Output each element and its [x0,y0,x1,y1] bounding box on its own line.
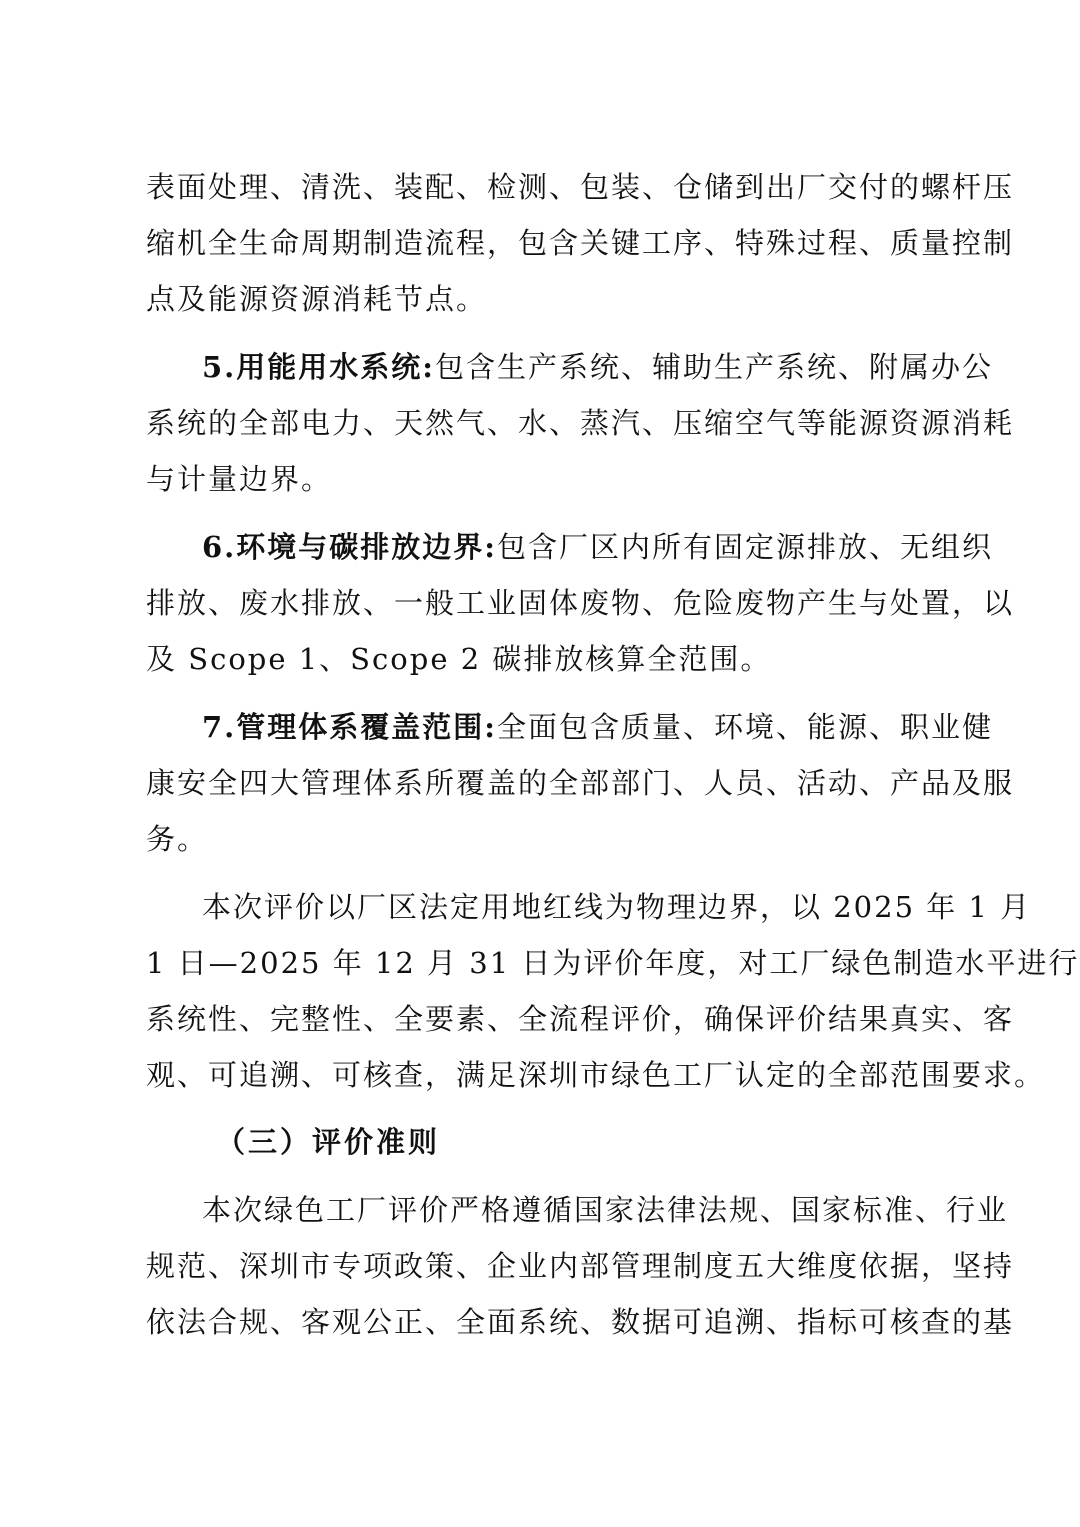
paragraph-line: 务。 [146,822,209,856]
section-heading: （三）评价准则 [216,1125,441,1159]
item-5-first-line [202,347,993,387]
item-6-text: 包含厂区内所有固定源排放、无组织 [496,530,993,564]
paragraph-line: 表面处理、清洗、装配、检测、包装、仓储到出厂交付的螺杆压 [146,170,1015,204]
item-7-text: 全面包含质量、环境、能源、职业健 [496,710,993,744]
paragraph-line: 康安全四大管理体系所覆盖的全部部门、人员、活动、产品及服 [146,766,1015,800]
item-7-label: 7.管理体系覆盖范围: [202,710,497,744]
item-5-text: 包含生产系统、辅助生产系统、附属办公 [434,350,993,384]
paragraph-line: 观、可追溯、可核查，满足深圳市绿色工厂认定的全部范围要求。 [146,1058,1046,1092]
item-5-label: 5.用能用水系统: [202,350,435,384]
item-7-first-line [202,707,993,747]
paragraph-line: 规范、深圳市专项政策、企业内部管理制度五大维度依据，坚持 [146,1249,1015,1283]
paragraph-line: 点及能源资源消耗节点。 [146,282,488,316]
paragraph-line: 1 日—2025 年 12 月 31 日为评价年度，对工厂绿色制造水平进行 [146,946,1080,980]
item-6-label: 6.环境与碳排放边界: [202,530,497,564]
paragraph-line: 本次评价以厂区法定用地红线为物理边界，以 2025 年 1 月 [202,890,1032,924]
paragraph-line: 及 Scope 1、Scope 2 碳排放核算全范围。 [146,642,772,676]
paragraph-line: 系统的全部电力、天然气、水、蒸汽、压缩空气等能源资源消耗 [146,406,1015,440]
paragraph-line: 与计量边界。 [146,462,333,496]
paragraph-line: 依法合规、客观公正、全面系统、数据可追溯、指标可核查的基 [146,1305,1015,1339]
item-6-first-line [202,527,993,567]
paragraph-line: 系统性、完整性、全要素、全流程评价，确保评价结果真实、客 [146,1002,1015,1036]
paragraph-line: 本次绿色工厂评价严格遵循国家法律法规、国家标准、行业 [202,1193,1009,1227]
paragraph-line: 排放、废水排放、一般工业固体废物、危险废物产生与处置，以 [146,586,1015,620]
paragraph-line: 缩机全生命周期制造流程，包含关键工序、特殊过程、质量控制 [146,226,1015,260]
